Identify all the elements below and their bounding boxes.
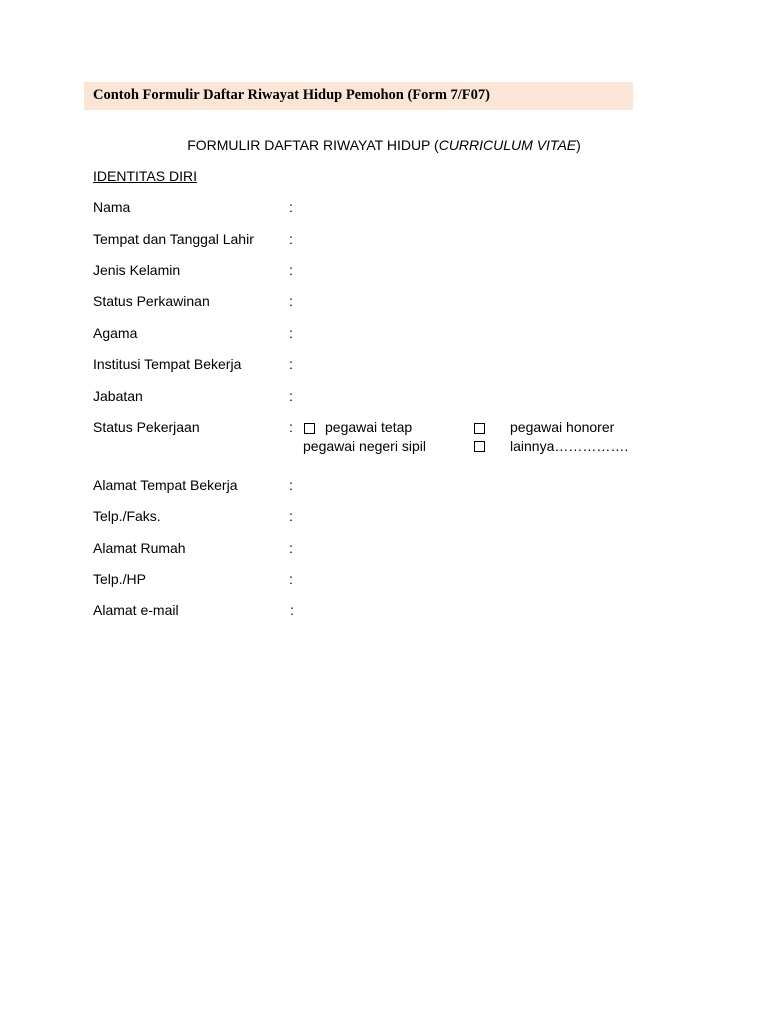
- checkbox-lainnya[interactable]: [474, 441, 485, 452]
- field-label-status-pekerjaan: Status Pekerjaan: [93, 419, 200, 435]
- field-colon: :: [289, 540, 293, 556]
- field-label-tempat-tanggal-lahir: Tempat dan Tanggal Lahir: [93, 231, 254, 247]
- field-label-alamat-rumah: Alamat Rumah: [93, 540, 186, 556]
- field-label-email: Alamat e-mail: [93, 602, 179, 618]
- field-label-telp-faks: Telp./Faks.: [93, 508, 161, 524]
- header-title: Contoh Formulir Daftar Riwayat Hidup Pemohon (Form 7/F07): [93, 87, 490, 103]
- header-banner: [84, 82, 633, 110]
- field-label-alamat-kerja: Alamat Tempat Bekerja: [93, 477, 238, 493]
- field-colon: :: [289, 388, 293, 404]
- option-label-pegawai-negeri-sipil: pegawai negeri sipil: [303, 438, 426, 454]
- field-label-agama: Agama: [93, 325, 138, 341]
- field-colon: :: [290, 602, 294, 618]
- field-label-jabatan: Jabatan: [93, 388, 143, 404]
- option-label-lainnya: lainnya…………….: [510, 438, 629, 454]
- field-colon: :: [289, 325, 293, 341]
- field-label-institusi: Institusi Tempat Bekerja: [93, 356, 242, 372]
- field-label-nama: Nama: [93, 199, 131, 215]
- field-colon: :: [289, 571, 293, 587]
- form-title: [0, 137, 768, 153]
- field-label-status-perkawinan: Status Perkawinan: [93, 293, 210, 309]
- form-title-close: ): [576, 137, 581, 153]
- field-colon: :: [289, 262, 293, 278]
- field-label-jenis-kelamin: Jenis Kelamin: [93, 262, 181, 278]
- field-colon: :: [289, 199, 293, 215]
- option-label-pegawai-honorer: pegawai honorer: [510, 419, 615, 435]
- option-label-pegawai-tetap: pegawai tetap: [325, 419, 413, 435]
- field-colon: :: [289, 419, 293, 435]
- field-colon: :: [289, 293, 293, 309]
- field-colon: :: [289, 477, 293, 493]
- checkbox-pegawai-tetap[interactable]: [304, 423, 315, 434]
- field-colon: :: [289, 356, 293, 372]
- field-colon: :: [289, 508, 293, 524]
- form-title-italic: CURRICULUM VITAE: [438, 137, 577, 153]
- field-colon: :: [289, 231, 293, 247]
- checkbox-pegawai-honorer[interactable]: [474, 423, 485, 434]
- section-identitas-diri: IDENTITAS DIRI: [93, 168, 197, 184]
- form-title-main: FORMULIR DAFTAR RIWAYAT HIDUP (: [187, 137, 439, 153]
- field-label-telp-hp: Telp./HP: [93, 571, 146, 587]
